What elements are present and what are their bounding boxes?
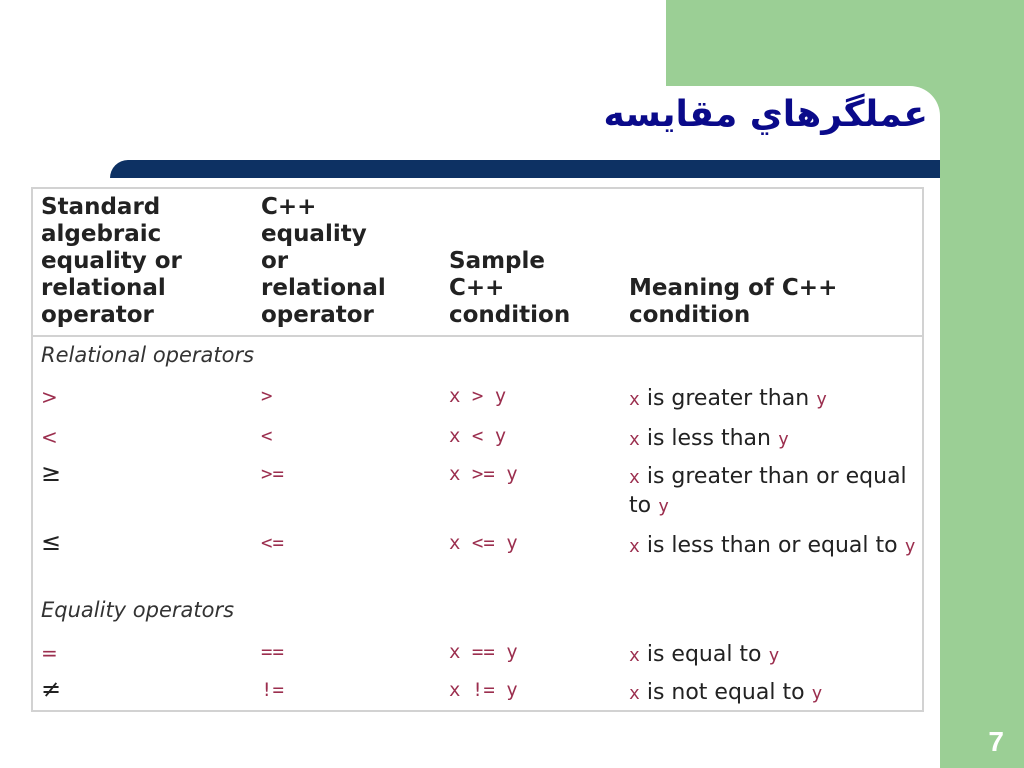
meaning-text [629,532,919,561]
variable-name: y [777,429,789,450]
meaning-text [629,385,919,414]
sample-condition: x <= y [449,532,518,554]
meaning-phrase: is greater than or equal to [629,464,907,518]
meaning-text [629,641,919,670]
variable-name: x [629,645,640,666]
title-underline-bar [110,160,940,178]
page-number: 7 [988,726,1004,757]
header-meaning: Meaning of C++ condition [629,275,838,328]
meaning-text [629,679,919,708]
meaning-text [629,425,919,454]
variable-name: y [768,645,780,666]
sample-condition: x >= y [449,463,518,485]
algebraic-operator: = [41,641,58,665]
variable-name: x [629,389,640,410]
meaning-phrase: is equal to [639,642,769,667]
slide-title: عملگرهاي مقايسه [603,94,928,135]
variable-name: y [816,389,827,410]
variable-name: x [629,429,640,450]
variable-name: y [811,683,823,704]
cpp-operator: == [261,641,284,663]
cpp-operator: <= [261,532,284,554]
cpp-operator: >= [261,463,284,485]
meaning-text [629,463,919,521]
operators-table [31,187,924,712]
variable-name: y [904,536,916,557]
sample-condition: x == y [449,641,518,663]
algebraic-operator: ≥ [41,459,62,487]
variable-name: x [629,536,640,557]
meaning-phrase: is not equal to [639,680,812,705]
section-title-relational: Relational operators [41,343,255,367]
cpp-operator: != [261,679,284,701]
sample-condition: x > y [449,385,507,407]
section-title-equality: Equality operators [41,598,235,622]
algebraic-operator: ≠ [41,675,62,703]
algebraic-operator: < [41,425,58,449]
table-header-row [33,189,922,337]
cpp-operator: < [261,425,273,447]
algebraic-operator: ≤ [41,528,62,556]
variable-name: x [629,683,640,704]
variable-name: y [658,496,669,517]
header-sample-condition: Sample C++ condition [449,248,571,328]
meaning-phrase: is greater than [639,386,817,411]
sample-condition: x != y [449,679,518,701]
cpp-operator: > [261,385,273,407]
header-algebraic-operator: Standard algebraic equality or relational operator [41,194,182,328]
header-cpp-operator: C++ equality or relational operator [261,194,386,328]
meaning-phrase: is less than [639,426,778,451]
sample-condition: x < y [449,425,507,447]
meaning-phrase: is less than or equal to [639,533,905,558]
algebraic-operator: > [41,385,58,409]
variable-name: x [629,467,640,488]
